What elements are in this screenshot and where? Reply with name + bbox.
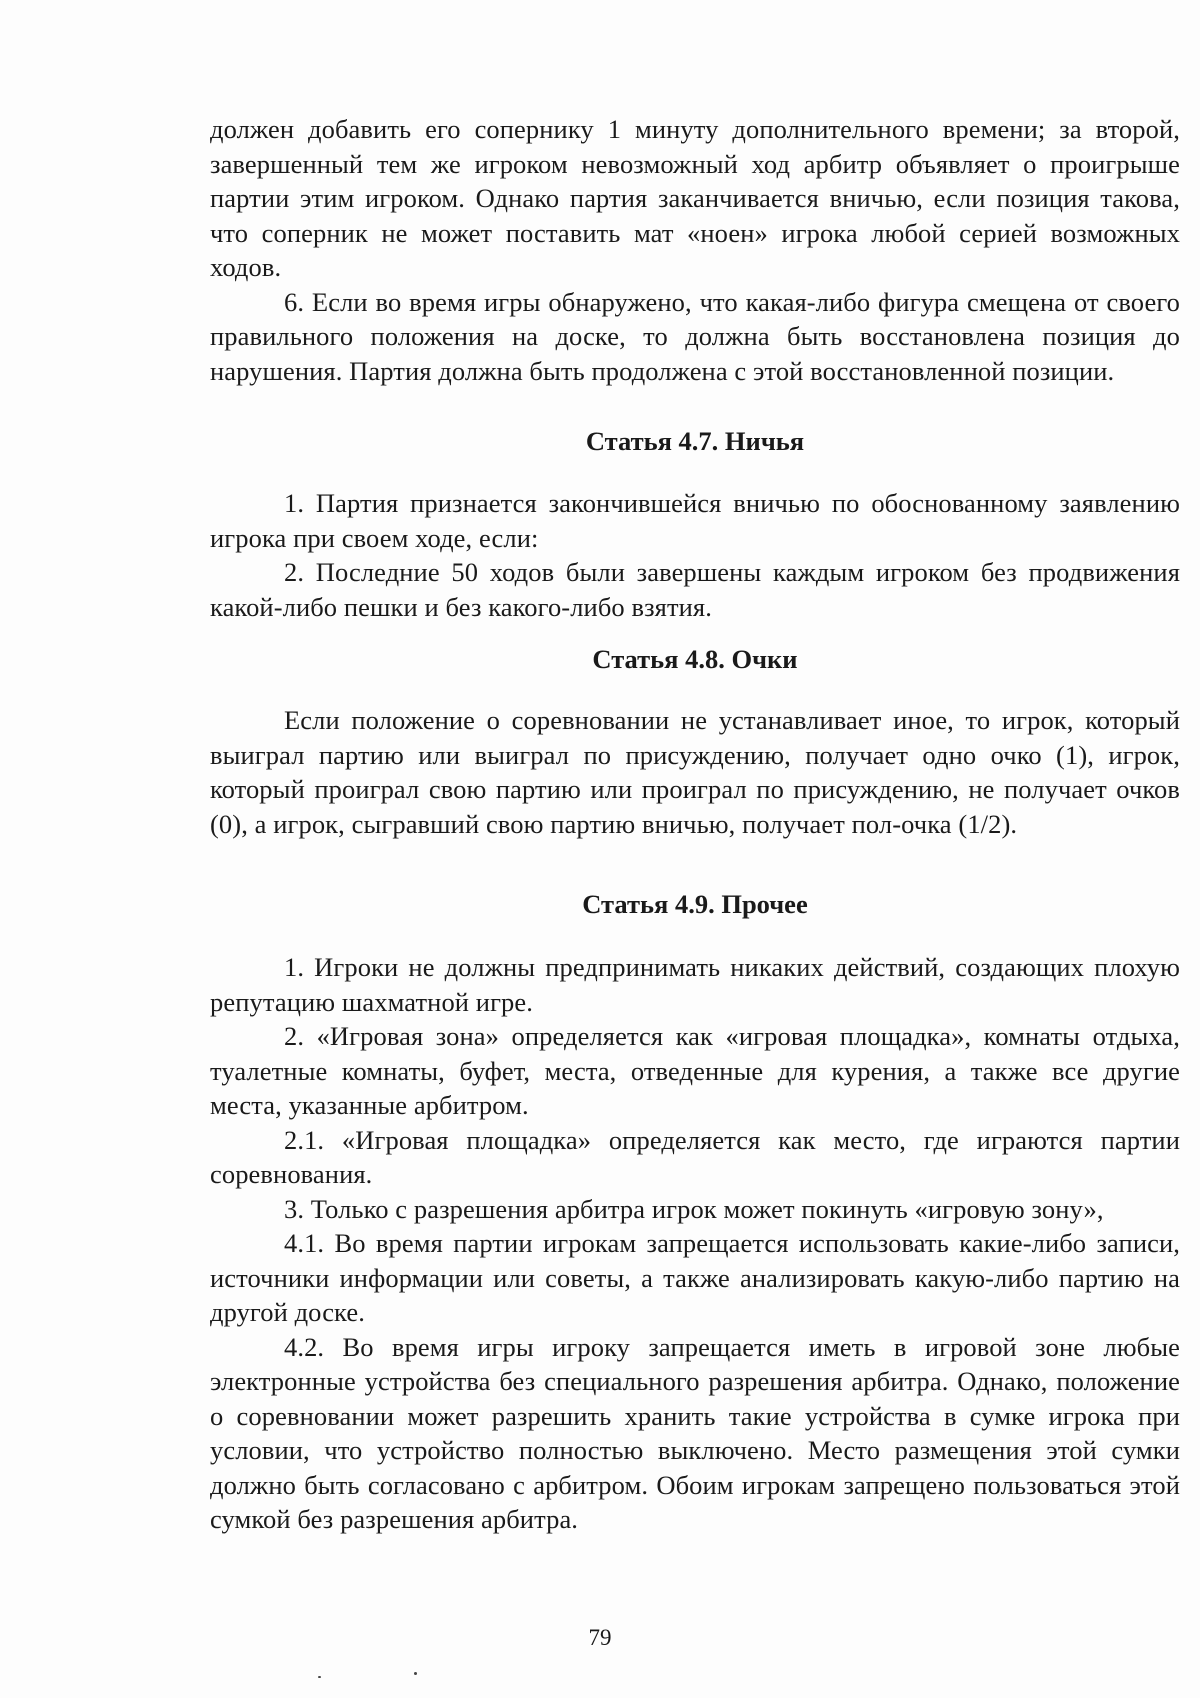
paragraph-4-9-2: 2. «Игровая зона» определяется как «игровая площадка», комнаты отдыха, туалетные комнаты, буфет, места, отведенные для курения, а также все другие места, указанные арбитром.	[210, 1021, 1180, 1120]
paragraph-4-8-1: Если положение о соревновании не устанавливает иное, то игрок, который выиграл партию или выиграл по присуждению, получает одно очко (1), игрок, который проиграл свою партию или проиграл по присуждению, не получает очков (0), а игрок, сыгравший свою партию вничью, получает пол-очка (1/2).	[210, 705, 1180, 839]
section-heading-4-8: Статья 4.8. Очки	[592, 644, 798, 674]
continuation-text	[210, 112, 1180, 388]
paragraph-4-9-2-1: 2.1. «Игровая площадка» определяется как место, где играются партии соревнования.	[210, 1124, 1180, 1189]
paragraph-4-7-1: 1. Партия признается закончившейся вничью по обоснованному заявлению игрока при своем ходе, если:	[210, 488, 1180, 553]
section-body-4-7	[210, 486, 1180, 624]
paragraph-4-9-4-1: 4.1. Во время партии игрокам запрещается использовать какие-либо записи, источники информации или советы, а также анализировать какую-либо партию на другой доске.	[210, 1228, 1180, 1327]
section-heading-4-7: Статья 4.7. Ничья	[585, 426, 805, 456]
paragraph-continued: должен добавить его сопернику 1 минуту дополнительного времени; за второй, завершенный тем же игроком невозможный ход арбитр объявляет о проигрыше партии этим игроком. Однако партия заканчивается вничью, если позиция такова, что соперник не может поставить мат «ноен» игрока любой серией возможных ходов.	[210, 114, 1180, 282]
paragraph-4-9-1: 1. Игроки не должны предпринимать никаких действий, создающих плохую репутацию шахматной игре.	[210, 952, 1180, 1017]
section-heading-4-9: Статья 4.9. Прочее	[582, 889, 808, 919]
page-number: 79	[588, 1625, 612, 1650]
section-body-4-8	[210, 703, 1180, 841]
scan-speck	[414, 1672, 417, 1675]
paragraph-item-6: 6. Если во время игры обнаружено, что какая-либо фигура смещена от своего правильного положения на доске, то должна быть восстановлена позиция до нарушения. Партия должна быть продолжена с этой восстановленной позиции.	[210, 286, 1180, 386]
paragraph-4-9-4-2: 4.2. Во время игры игроку запрещается иметь в игровой зоне любые электронные устройства без специального разрешения арбитра. Однако, положение о соревновании может разрешить хранить такие устройства в сумке игрока при условии, что устройство полностью выключено. Место размещения этой сумки должно быть согласовано с арбитром. Обоим игрокам запрещено пользоваться этой сумкой без разрешения арбитра.	[210, 1331, 1180, 1534]
scan-speck	[318, 1676, 321, 1678]
paragraph-4-9-3: 3. Только с разрешения арбитра игрок может покинуть «игровую зону»,	[284, 1193, 1104, 1224]
section-body-4-9	[210, 950, 1180, 1537]
paragraph-4-7-2: 2. Последние 50 ходов были завершены каждым игроком без продвижения какой-либо пешки и без какого-либо взятия.	[210, 557, 1180, 622]
